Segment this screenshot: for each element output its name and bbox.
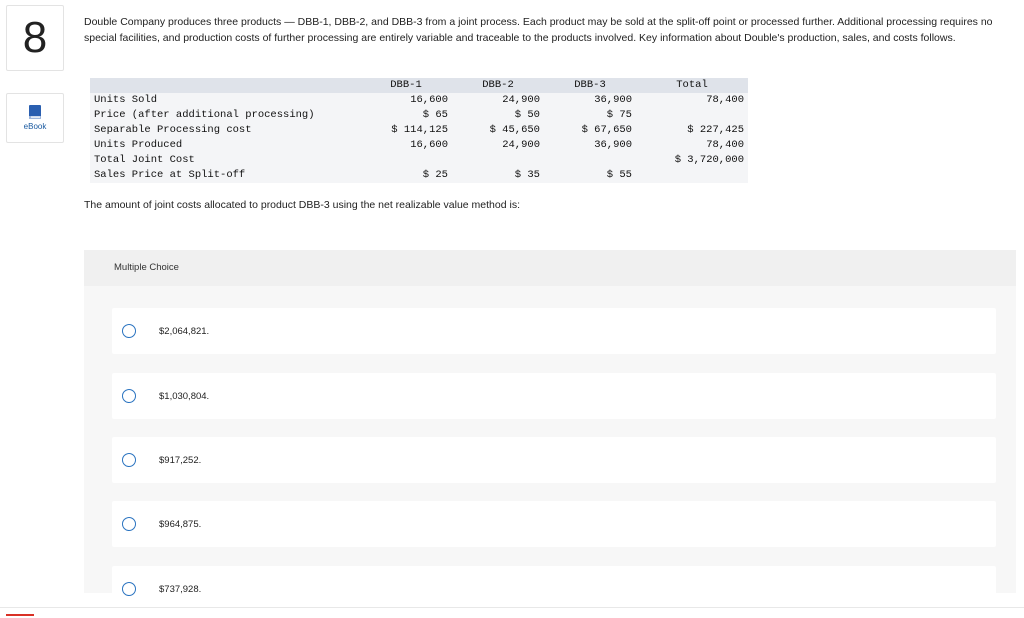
choice-option-5[interactable] [112, 566, 996, 612]
choice-option-3[interactable] [112, 437, 996, 483]
table-cell: $ 25 [422, 169, 448, 181]
table-cell: $ 67,650 [581, 124, 632, 136]
ebook-label: eBook [23, 122, 47, 131]
row-label: Units Sold [94, 94, 158, 106]
choice-label: $964,875. [159, 518, 202, 530]
table-cell: $ 114,125 [391, 124, 448, 136]
table-cell [636, 108, 748, 123]
book-icon [28, 104, 42, 120]
table-cell: 36,900 [594, 94, 632, 106]
table-cell: $ 227,425 [687, 124, 744, 136]
question-number: 8 [22, 13, 48, 62]
table-cell: $ 75 [606, 109, 632, 121]
choice-option-1[interactable] [112, 308, 996, 354]
table-cell: $ 3,720,000 [674, 154, 744, 166]
radio-button[interactable] [122, 389, 136, 403]
question-text: Double Company produces three products — DBB-1, DBB-2, and DBB-3 from a joint process. Each product may be sold at the split-off point or processed further. Additional processing requires no special facilities, and production costs of further processing are entirely variable and traceable to the products involved. Key information about Double's production, sales, and costs follows. [84, 16, 993, 44]
table-row [90, 153, 748, 168]
table-row [90, 123, 748, 138]
table-row [90, 93, 748, 108]
table-header-cell: Total [636, 78, 748, 93]
bottom-bar [0, 607, 1024, 618]
table-cell [544, 153, 636, 168]
table-cell: 78,400 [706, 139, 744, 151]
table-cell [360, 153, 452, 168]
radio-button[interactable] [122, 517, 136, 531]
table-cell: $ 45,650 [489, 124, 540, 136]
table-row [90, 108, 748, 123]
table-cell: $ 50 [514, 109, 540, 121]
radio-button[interactable] [122, 453, 136, 467]
progress-indicator [6, 614, 34, 616]
choice-option-2[interactable] [112, 373, 996, 419]
row-label: Sales Price at Split-off [94, 169, 246, 181]
table-header-cell: DBB-2 [452, 78, 544, 93]
table-cell: 24,900 [502, 94, 540, 106]
row-label: Units Produced [94, 139, 183, 151]
multiple-choice-header [84, 250, 1016, 286]
multiple-choice-title: Multiple Choice [114, 262, 179, 273]
table-cell: 36,900 [594, 139, 632, 151]
row-label: Total Joint Cost [94, 154, 195, 166]
product-data-table [90, 78, 748, 183]
choice-label: $2,064,821. [159, 325, 210, 337]
table-row [90, 168, 748, 183]
radio-button[interactable] [122, 324, 136, 338]
radio-button[interactable] [122, 582, 136, 596]
question-prompt: The amount of joint costs allocated to product DBB-3 using the net realizable value method is: [84, 199, 520, 211]
table-cell [452, 153, 544, 168]
table-header-cell: DBB-3 [544, 78, 636, 93]
choices-area [84, 286, 1016, 593]
row-label: Separable Processing cost [94, 124, 252, 136]
choice-label: $917,252. [159, 454, 202, 466]
table-cell: 24,900 [502, 139, 540, 151]
table-header-blank [90, 78, 360, 93]
table-header-row [90, 78, 748, 93]
table-cell [636, 168, 748, 183]
question-number-box [6, 5, 64, 71]
row-label: Price (after additional processing) [94, 109, 315, 121]
table-cell: $ 65 [422, 109, 448, 121]
table-row [90, 138, 748, 153]
choice-label: $737,928. [159, 583, 202, 595]
table-cell: 16,600 [410, 139, 448, 151]
table-cell: 16,600 [410, 94, 448, 106]
choice-option-4[interactable] [112, 501, 996, 547]
ebook-button[interactable] [6, 93, 64, 143]
table-header-cell: DBB-1 [360, 78, 452, 93]
table-cell: $ 55 [606, 169, 632, 181]
choice-label: $1,030,804. [159, 390, 210, 402]
table-cell: $ 35 [514, 169, 540, 181]
table-cell: 78,400 [706, 94, 744, 106]
